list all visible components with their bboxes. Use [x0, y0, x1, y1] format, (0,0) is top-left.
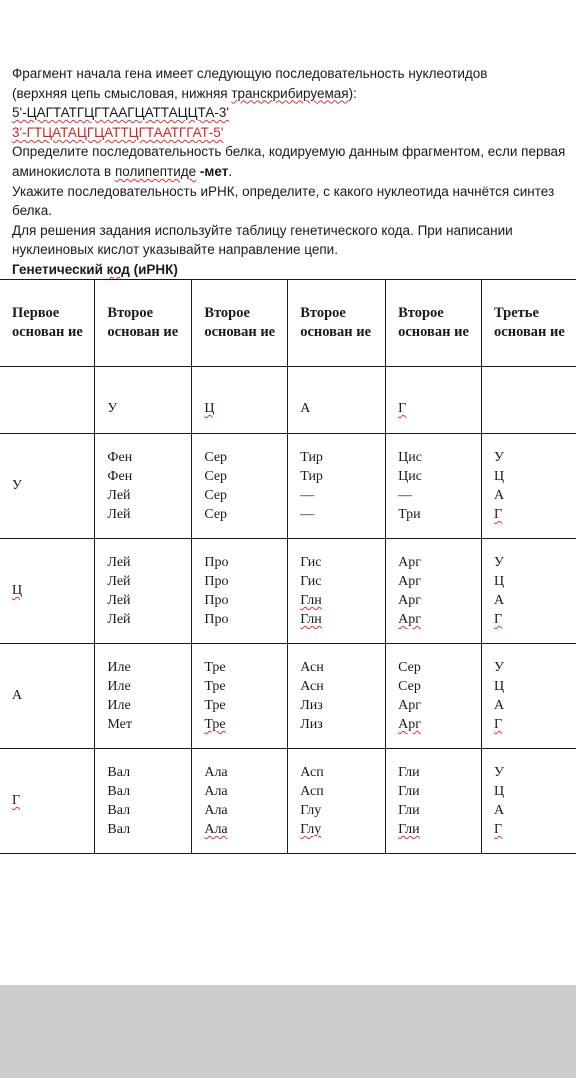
amino-cell: Фен Фен Лей Лей	[95, 434, 192, 539]
codon-group-row	[0, 644, 576, 749]
first-base-cell: У	[0, 434, 95, 539]
amino-cell: Лей Лей Лей Лей	[95, 539, 192, 644]
task-intro: Фрагмент начала гена имеет следующую последовательность нуклеотидов	[12, 66, 488, 81]
codon-group-row	[0, 434, 576, 539]
genetic-code-table	[0, 279, 576, 854]
third-base-cell: У Ц А Г	[482, 644, 576, 749]
amino-cell: Гли Гли Гли Гли	[386, 749, 482, 854]
amino-cell: Сер Сер Сер Сер	[192, 434, 288, 539]
header-cell: Второе основан ие	[95, 280, 192, 367]
amino-cell: Про Про Про Про	[192, 539, 288, 644]
second-base-cell: А	[288, 367, 386, 434]
table-title: Генетический код (иРНК)	[12, 261, 178, 277]
amino-cell: Цис Цис — Три	[386, 434, 482, 539]
lower-strand: 3'-ГТЦАТАЦГЦАТТЦГТААТГГАТ-5'	[12, 124, 224, 140]
third-base-cell: У Ц А Г	[482, 749, 576, 854]
codon-group-row	[0, 539, 576, 644]
header-cell: Второе основан ие	[192, 280, 288, 367]
table-header-row	[0, 280, 576, 367]
task-question: Определите последовательность белка, кодируемую данным фрагментом, если первая аминокислота в полипептиде -мет.	[12, 144, 566, 179]
first-base-cell: Ц	[0, 539, 95, 644]
task-mrna-instruction: Укажите последовательность иРНК, определите, с какого нуклеотида начнётся синтез белка.	[12, 183, 555, 219]
second-base-cell: У	[95, 367, 192, 434]
amino-cell: Ала Ала Ала Ала	[192, 749, 288, 854]
header-cell: Второе основан ие	[386, 280, 482, 367]
amino-cell: Иле Иле Иле Мет	[95, 644, 192, 749]
amino-cell: Асн Асн Лиз Лиз	[288, 644, 386, 749]
second-base-cell	[0, 367, 95, 434]
amino-cell: Арг Арг Арг Арг	[386, 539, 482, 644]
amino-cell: Сер Сер Арг Арг	[386, 644, 482, 749]
header-cell: Второе основан ие	[288, 280, 386, 367]
third-base-cell: У Ц А Г	[482, 434, 576, 539]
bottom-gray-bar	[0, 985, 576, 1078]
task-strand-note: (верхняя цепь смысловая, нижняя транскрибируемая):	[12, 85, 357, 101]
third-base-cell: У Ц А Г	[482, 539, 576, 644]
amino-cell: Асп Асп Глу Глу	[288, 749, 386, 854]
header-cell: Первое основан ие	[0, 280, 95, 367]
first-base-cell: А	[0, 644, 95, 749]
codon-group-row	[0, 749, 576, 854]
task-table-instruction: Для решения задания используйте таблицу генетического кода. При написании нуклеиновых кислот указывайте направление цепи.	[12, 222, 513, 258]
amino-cell: Гис Гис Глн Глн	[288, 539, 386, 644]
upper-strand: 5'-ЦАГТАТГЦГТААГЦАТТАЦЦТА-3'	[12, 105, 229, 121]
amino-cell: Вал Вал Вал Вал	[95, 749, 192, 854]
amino-cell: Тре Тре Тре Тре	[192, 644, 288, 749]
task-text	[12, 64, 568, 280]
second-base-cell: Ц	[192, 367, 288, 434]
header-cell: Третье основан ие	[482, 280, 576, 367]
amino-cell: Тир Тир — —	[288, 434, 386, 539]
second-base-cell	[482, 367, 576, 434]
second-base-row	[0, 367, 576, 434]
second-base-cell: Г	[386, 367, 482, 434]
first-base-cell: Г	[0, 749, 95, 854]
